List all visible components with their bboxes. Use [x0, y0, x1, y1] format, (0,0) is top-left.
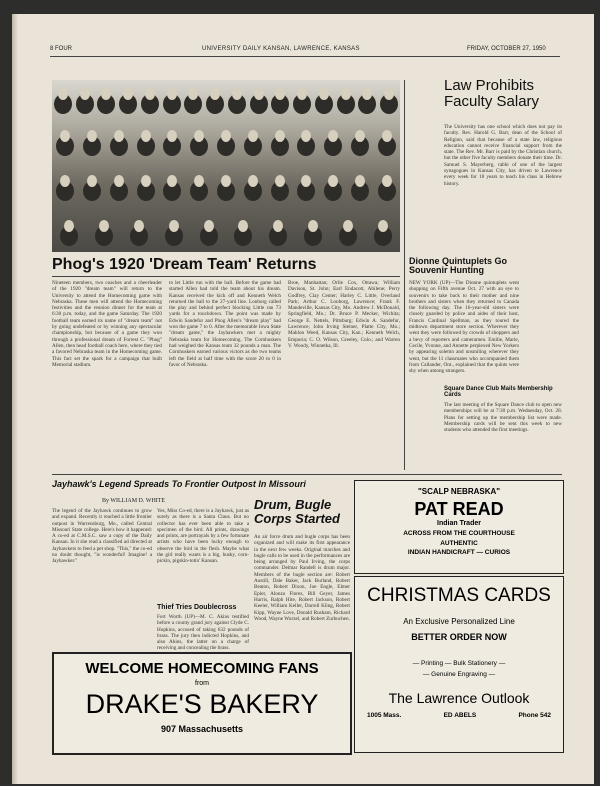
byline: By WILLIAM D. WHITE — [102, 498, 166, 504]
headline-jayhawk: Jayhawk's Legend Spreads To Frontier Outpost In Missouri — [52, 479, 306, 489]
issue-date: FRIDAY, OCTOBER 27, 1950 — [467, 46, 546, 52]
ad-line-1: ACROSS FROM THE COURTHOUSE — [403, 530, 515, 537]
headline-faculty: Law Prohibits Faculty Salary — [444, 77, 540, 110]
column-divider — [404, 80, 405, 470]
ad-christmas-owner: ED ABELS — [443, 712, 477, 719]
ad-christmas-phone: Phone 542 — [518, 712, 551, 719]
phog-column-2: to let Little run with the ball. Before the game had started Allen had told the team about his dream. Kansas received the kick off and Kenneth Welch returned the ball to the 27-yard line. Lonborg called the play and behind perfect blocking Little ran 73 yards for a touchdown. The point was made by Edwin Sandefur and Phog Allen's "dream play" had won the game 7 to 0. After the memorable Iowa State "dream game," the Jayhawkers met a mighty Nebraska team for Homecoming. The Cornhuskers had weighed the Kansas team 32 pounds a man. The Cornhuskers earned various victors as the two teams left the field at half time with the score 20 to 0 in favor of Nebraska. — [169, 280, 281, 368]
ad-drakes-address: 907 Massachusetts — [160, 724, 244, 734]
jayhawk-column-2: Yes, Miss Co-ed, there is a Jayhawk, just as surely as there is a Santa Claus. But no collector has ever been able to take a specimen of the bird. All prints, drawings and prints, are portrayals by a few fortunate artists who have been lucky enough to observe the bird in the flesh. Maybe what the girl really wants is a big, husky, corn-pickin, pigskin-totin' Kansan. — [157, 508, 249, 565]
ad-line-2: AUTHENTIC — [440, 540, 478, 547]
dionne-story: NEW YORK (UP)—The Dionne quintuplets went shopping on Fifth avenue Oct. 27 with an eye to souvenirs to take back to their mother and nine brothers and sisters when they returned to Canada the following day. The 16-year-old sisters were closely guarded by police and aides of their host, Francis Cardinal Spellman, as they toured the midtown department store section. Wherever they went they were followed by crowds of shoppers and a bevy of reporters and cameramen. Emilie, Marie, Cecile, Yvonne, and Annette perplexed New Yorkers by appearing solemn and unsmiling wherever they went, but the 11 classmates who accompanied them from Callander, Ont., explained that the quints were shy when among strangers. — [409, 280, 519, 375]
photo-row-back — [52, 88, 400, 100]
ad-christmas-cards — [354, 576, 564, 753]
header-rule — [50, 56, 560, 57]
ad-line-3: INDIAN HANDICRAFT — CURIOS — [407, 549, 511, 556]
ad-drakes-top: WELCOME HOMECOMING FANS — [85, 660, 319, 677]
square-dance-story: The last meeting of the Square Dance club to open new memberships will be at 7:30 p.m. Wednesday, Oct. 28. Plans for setting up the membership list were made. Membership cards will be sent this week to new students who attended the first meetings. — [444, 402, 562, 434]
photo-row-kneeling — [52, 220, 400, 232]
photo-row-middle — [52, 130, 400, 142]
headline-phog: Phog's 1920 'Dream Team' Returns — [52, 256, 317, 273]
ad-store-name: PAT READ — [414, 499, 504, 519]
ad-christmas-title: CHRISTMAS CARDS — [367, 585, 551, 606]
photo-row-front — [52, 175, 400, 187]
headline-drum: Drum, Bugle Corps Started — [254, 497, 340, 526]
ad-christmas-line-1: An Exclusive Personalized Line — [403, 617, 515, 626]
page-number: 8 FOUR — [50, 46, 73, 52]
ad-christmas-line-2: BETTER ORDER NOW — [411, 632, 507, 642]
jayhawk-column-1: The legend of the Jayhawk continues to grow and expand. Recently it reached a little frontier outpost in Warrensburg, Mo., called Central Missouri State college. Here's how it happened: A co-ed at C.M.S.C. saw a copy of the Daily Kansan. In it she read a classified ad directed at Jayhawkers to feed a pet shop. "This," the co-ed no doubt thought, "is wonderful! Imagine! a Jayhawker." — [52, 508, 152, 565]
ad-drakes-from: from — [195, 680, 209, 687]
drum-story: An air force drum and bugle corps has been organized and will make its first appearance in the next few weeks. Original marches and bugle calls to be used in the performances are being arranged by Paul Irving, the corps commander. Delmar Randell is drum major. Members of the bugle section are: Robert Austill, Dale Baker, Jack Burland, Robert Beaton, Robert Dixon, Joe Engle, Elmer Epler, Alonzo Flores, Bill Geyer, James Harris, Ralph Hite, Robert Jackson, Robert Keeler, William Keller, Darrell Kling, Robert Kipp, Wayne Love, Donald Rusham, Richard Wood, Wayne Wurzel, and Robert Zurbuchen. — [254, 534, 350, 622]
ad-pat-read — [354, 480, 564, 574]
phog-column-1: Nineteen members, two coaches and a cheerleader of the 1920 "dream team" will return to the University to attend the Homecoming game with Nebraska. These men will attend the Homecoming festivities and the reunion dinner for the team at 6:30 p.m. today, and the game Saturday. The 1920 football team earned its name of "dream team" not by going undefeated or by winning any spectacular championship, but because of a game they won through a professional dream of Forrest C. "Phog" Allen, then head football coach here, where they tied a favored Nebraska team in the Homecoming game. This fact set the spark for a campaign that built Memorial stadium. — [52, 280, 162, 368]
ad-christmas-line-4: — Genuine Engraving — — [422, 671, 496, 678]
masthead: UNIVERSITY DAILY KANSAN, LAWRENCE, KANSAS — [202, 46, 360, 52]
ad-drakes-bakery — [52, 652, 352, 755]
headline-thief: Thief Tries Doublecross — [157, 604, 237, 611]
headline-square-dance: Square Dance Club Mails Membership Cards — [444, 386, 553, 399]
team-photo — [52, 80, 400, 252]
page-spine-shadow — [12, 14, 18, 784]
ad-store-sub: Indian Trader — [437, 520, 481, 527]
ad-christmas-shop: The Lawrence Outlook — [388, 690, 530, 706]
ad-christmas-footer — [367, 712, 551, 719]
headline-dionne: Dionne Quintuplets Go Souvenir Hunting — [409, 256, 507, 276]
faculty-story: The University has one school which does not pay its faculty. Rev. Harold G. Barr, dean of the School of Religion, said that because of a state law, religious education cannot receive financial support from the state. The Rev. Mr. Barr is paid by the Christian church, but the other five faculty members donate their time. Dr. Samuel S. Mayerberg, rabbi of one of the largest synagogues in Kansas City, has driven to Lawrence every week for 18 years to teach his class in Hebrew history. — [444, 124, 562, 187]
ad-christmas-line-3: — Printing — Bulk Stationery — — [412, 660, 506, 667]
newspaper-page — [12, 14, 594, 784]
phog-column-3: Broe, Manhattan; Orlie Cox, Ottawa; William Davison, St. John; Earl Endacott, Abilene; Perry Godfrey, Clay Center; Harley C. Little, Overland Park; Arthur C. Lonborg, Lawrence; Frank F. Mandeville, Kansas City, Mo. Andrew J. McDonald, Springfield, Mo.; Dr. Bruce P. Mecker, Wichita; George E. Nettels, Pittsburg; Edwin A. Sandefur, Lawrence; John Irving Steiner, Platte City, Mo.; Mahlon Weed, Kansas City, Kan.; Kenneth Welch, Emporia; C. O. Wilson, Greeley, Colo.; and Warren V. Woody, Winnetka, Ill. — [288, 280, 400, 349]
section-rule — [52, 474, 562, 475]
thief-story: Fort Worth (UP)—M. C. Akins testified before a county grand jury against Clyde C. Hopkins, accused of taking 632 pounds of brass. The jury then indicted Hopkins, and also Akins, the latter on a charge of receiving and concealing the brass. — [157, 614, 249, 652]
ad-drakes-name: DRAKE'S BAKERY — [85, 689, 319, 719]
headline-rule — [52, 276, 400, 277]
ad-christmas-address: 1005 Mass. — [367, 712, 402, 719]
ad-slogan: "SCALP NEBRASKA" — [417, 487, 501, 496]
